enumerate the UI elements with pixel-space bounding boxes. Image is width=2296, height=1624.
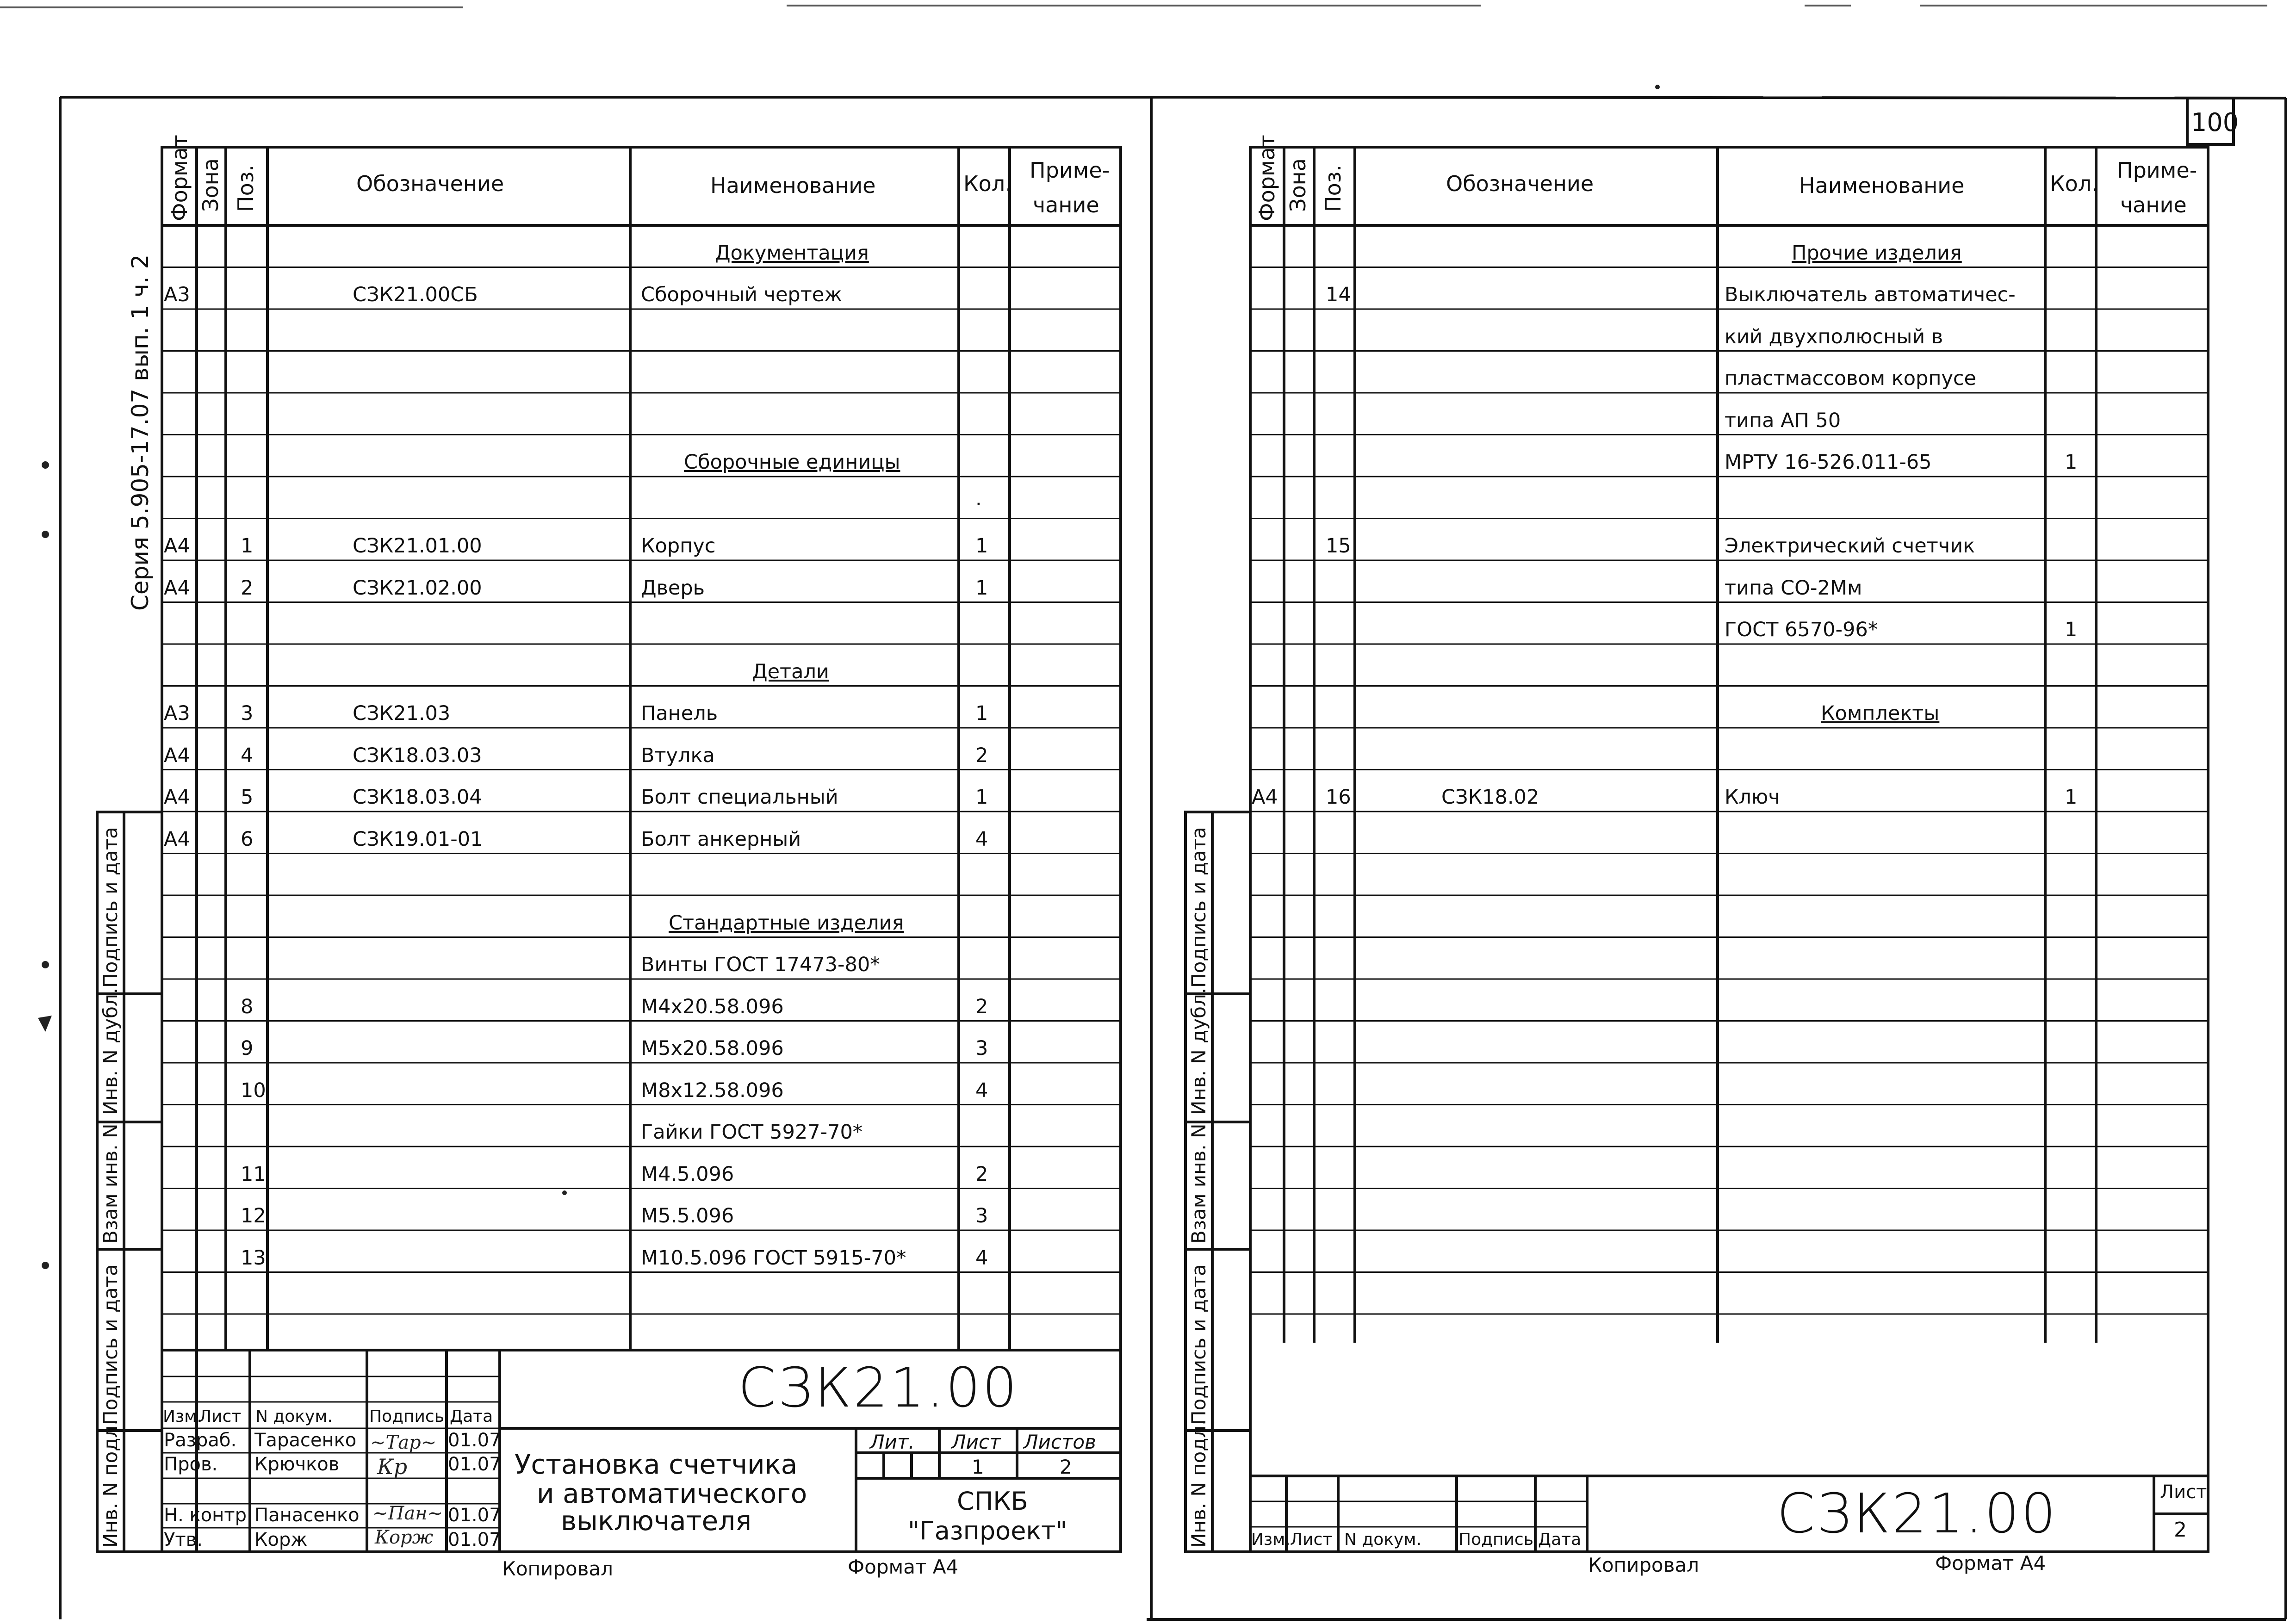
- signature-mark: Кр: [377, 1454, 408, 1479]
- cell-qty: 1: [975, 786, 988, 809]
- cell-name: пластмассовом корпусе: [1725, 367, 1977, 390]
- signature-mark: ~Тар~: [370, 1432, 437, 1453]
- list-label: Лист: [951, 1431, 1001, 1453]
- cell-designation: СЗК21.00СБ: [353, 283, 478, 306]
- lit-label: Лит.: [870, 1431, 915, 1453]
- cell-pos: 15: [1326, 534, 1351, 558]
- cell-name: М10.5.096 ГОСТ 5915-70*: [641, 1246, 906, 1270]
- cell-pos: 6: [241, 827, 254, 851]
- stamp-sign-date-top: Подпись и дата: [99, 827, 122, 988]
- header-zone: Зона: [198, 158, 223, 212]
- cell-qty: 1: [2065, 451, 2078, 474]
- cell-name: Комплекты: [1821, 702, 1940, 725]
- cell-name: Болт анкерный: [641, 827, 801, 851]
- stamp-vzam-inv: Взам инв. N: [99, 1123, 122, 1244]
- header-name: Наименование: [1799, 173, 1965, 198]
- cell-pos: 2: [241, 576, 254, 600]
- footer-copied: Копировал: [502, 1557, 613, 1580]
- cell-pos: 11: [241, 1162, 266, 1186]
- page-number: 100: [2191, 108, 2239, 137]
- cell-qty: 1: [2065, 786, 2078, 809]
- cell-name: ГОСТ 6570-96*: [1725, 618, 1878, 641]
- cell-format: А3: [164, 283, 190, 306]
- cell-format: А4: [164, 744, 190, 767]
- cell-designation: СЗК21.02.00: [353, 576, 482, 600]
- cell-name: кий двухполюсный в: [1725, 325, 1943, 348]
- role-label: Утв.: [164, 1529, 203, 1550]
- cell-qty: 1: [2065, 618, 2078, 641]
- cell-pos: 14: [1326, 283, 1351, 306]
- header-name: Наименование: [710, 173, 876, 198]
- cell-format: А4: [164, 576, 190, 600]
- role-date: 01.07: [448, 1430, 501, 1451]
- doc-code: СЗК21.00: [738, 1356, 1019, 1419]
- cell-designation: СЗК21.01.00: [353, 534, 482, 558]
- cell-qty: 2: [975, 744, 988, 767]
- col-ndok: N докум.: [255, 1407, 333, 1426]
- stamp-inv-podl: Инв. N подл.: [1187, 1419, 1210, 1548]
- cell-name: типа АП 50: [1725, 409, 1841, 432]
- cell-format: А4: [164, 534, 190, 558]
- cell-name: Втулка: [641, 744, 715, 767]
- cell-pos: 8: [241, 995, 254, 1018]
- cell-name: М5х20.58.096: [641, 1037, 784, 1060]
- role-label: Н. контр.: [164, 1505, 253, 1526]
- cell-format: А3: [164, 702, 190, 725]
- header-note-2: чание: [2120, 192, 2187, 217]
- header-note-1: Приме-: [1030, 158, 1110, 183]
- listov-label: Листов: [1024, 1431, 1096, 1453]
- cell-qty: 1: [975, 534, 988, 558]
- cell-name: типа СО-2Мм: [1725, 576, 1862, 600]
- listov-value: 2: [1060, 1456, 1072, 1478]
- col-podpis: Подпись: [369, 1407, 444, 1426]
- cell-format: А4: [164, 786, 190, 809]
- cell-qty: ·: [975, 492, 982, 516]
- cell-name: М4.5.096: [641, 1162, 734, 1186]
- header-designation: Обозначение: [1446, 171, 1594, 196]
- stamp-inv-dubl: Инв. N дубл.: [99, 987, 122, 1115]
- cell-pos: 5: [241, 786, 254, 809]
- cell-pos: 9: [241, 1037, 254, 1060]
- title-line-3: выключателя: [561, 1505, 752, 1537]
- col-ndok: N докум.: [1344, 1530, 1421, 1549]
- signature-mark: ~Пан~: [372, 1503, 443, 1524]
- footer-format: Формат А4: [1935, 1552, 2046, 1574]
- cell-name: Стандартные изделия: [669, 911, 904, 935]
- cell-name: Дверь: [641, 576, 705, 600]
- header-format: Формат: [167, 135, 192, 221]
- header-note-1: Приме-: [2117, 158, 2197, 183]
- cell-name: Электрический счетчик: [1725, 534, 1975, 558]
- cell-name: Гайки ГОСТ 5927-70*: [641, 1121, 863, 1144]
- cell-name: М5.5.096: [641, 1204, 734, 1227]
- list-label: Лист: [2160, 1481, 2207, 1503]
- cell-name: М8х12.58.096: [641, 1079, 784, 1102]
- col-izm: Изм.: [1251, 1530, 1291, 1549]
- cell-pos: 10: [241, 1079, 266, 1102]
- series-label: Серия 5.905-17.07 вып. 1 ч. 2: [127, 254, 154, 611]
- cell-name: Корпус: [641, 534, 716, 558]
- cell-qty: 2: [975, 1162, 988, 1186]
- cell-name: Винты ГОСТ 17473-80*: [641, 953, 880, 976]
- cell-qty: 2: [975, 995, 988, 1018]
- role-name: Тарасенко: [254, 1430, 357, 1451]
- cell-name: Прочие изделия: [1792, 241, 1962, 265]
- cell-format: А4: [1252, 786, 1278, 809]
- stamp-vzam-inv: Взам инв. N: [1187, 1123, 1210, 1244]
- header-pos: Поз.: [1321, 165, 1346, 212]
- cell-qty: 1: [975, 576, 988, 600]
- header-format: Формат: [1254, 135, 1279, 221]
- cell-pos: 4: [241, 744, 254, 767]
- list-value: 1: [972, 1456, 984, 1478]
- stamp-sign-date-bottom: Подпись и дата: [99, 1264, 122, 1425]
- cell-qty: 3: [975, 1037, 988, 1060]
- doc-code: СЗК21.00: [1777, 1481, 2058, 1545]
- header-designation: Обозначение: [356, 171, 504, 196]
- stamp-inv-dubl: Инв. N дубл.: [1187, 987, 1210, 1115]
- cell-qty: 4: [975, 827, 988, 851]
- cell-qty: 4: [975, 1079, 988, 1102]
- list-value: 2: [2174, 1518, 2187, 1542]
- header-zone: Зона: [1285, 158, 1310, 212]
- header-pos: Поз.: [233, 165, 258, 212]
- role-label: Разраб.: [164, 1430, 237, 1451]
- cell-pos: 1: [241, 534, 254, 558]
- cell-pos: 13: [241, 1246, 266, 1270]
- cell-designation: СЗК18.02: [1441, 786, 1539, 809]
- cell-name: Сборочные единицы: [684, 451, 900, 474]
- col-izm: Изм.: [163, 1407, 202, 1426]
- role-date: 01.07: [448, 1529, 501, 1550]
- cell-name: Сборочный чертеж: [641, 283, 842, 306]
- cell-designation: СЗК21.03: [353, 702, 451, 725]
- header-qty: Кол.: [963, 171, 1012, 196]
- col-data: Дата: [1538, 1530, 1582, 1549]
- role-name: Корж: [254, 1529, 308, 1550]
- role-date: 01.07: [448, 1454, 501, 1475]
- cell-name: Панель: [641, 702, 718, 725]
- cell-pos: 16: [1326, 786, 1351, 809]
- role-name: Панасенко: [254, 1505, 360, 1526]
- stamp-sign-date-bottom: Подпись и дата: [1187, 1264, 1210, 1425]
- cell-qty: 1: [975, 702, 988, 725]
- stamp-inv-podl: Инв. N подл.: [99, 1419, 122, 1548]
- footer-copied: Копировал: [1588, 1554, 1699, 1576]
- org-line-1: СПКБ: [957, 1487, 1028, 1516]
- cell-name: Ключ: [1725, 786, 1780, 809]
- cell-pos: 3: [241, 702, 254, 725]
- signature-mark: Корж: [375, 1527, 434, 1548]
- cell-name: Детали: [752, 660, 829, 683]
- role-name: Крючков: [254, 1454, 340, 1475]
- cell-name: МРТУ 16-526.011-65: [1725, 451, 1932, 474]
- cell-designation: СЗК19.01-01: [353, 827, 483, 851]
- cell-name: Документация: [715, 241, 869, 265]
- org-line-2: "Газпроект": [908, 1516, 1067, 1545]
- cell-name: Болт специальный: [641, 786, 838, 809]
- cell-name: Выключатель автоматичес-: [1725, 283, 2016, 306]
- header-note-2: чание: [1033, 192, 1099, 217]
- col-list: Лист: [1290, 1530, 1333, 1549]
- cell-qty: 3: [975, 1204, 988, 1227]
- col-data: Дата: [450, 1407, 493, 1426]
- cell-format: А4: [164, 827, 190, 851]
- title-line-2: и автоматического: [537, 1478, 807, 1509]
- cell-pos: 12: [241, 1204, 266, 1227]
- cell-name: М4х20.58.096: [641, 995, 784, 1018]
- col-list: Лист: [199, 1407, 242, 1426]
- role-date: 01.07: [448, 1505, 501, 1526]
- cell-qty: 4: [975, 1246, 988, 1270]
- cell-designation: СЗК18.03.03: [353, 744, 482, 767]
- title-line-1: Установка счетчика: [515, 1449, 798, 1480]
- header-qty: Кол.: [2050, 171, 2098, 196]
- role-label: Пров.: [164, 1454, 218, 1475]
- footer-format: Формат А4: [848, 1556, 959, 1578]
- stamp-sign-date-top: Подпись и дата: [1187, 827, 1210, 988]
- col-podpis: Подпись: [1458, 1530, 1533, 1549]
- cell-designation: СЗК18.03.04: [353, 786, 482, 809]
